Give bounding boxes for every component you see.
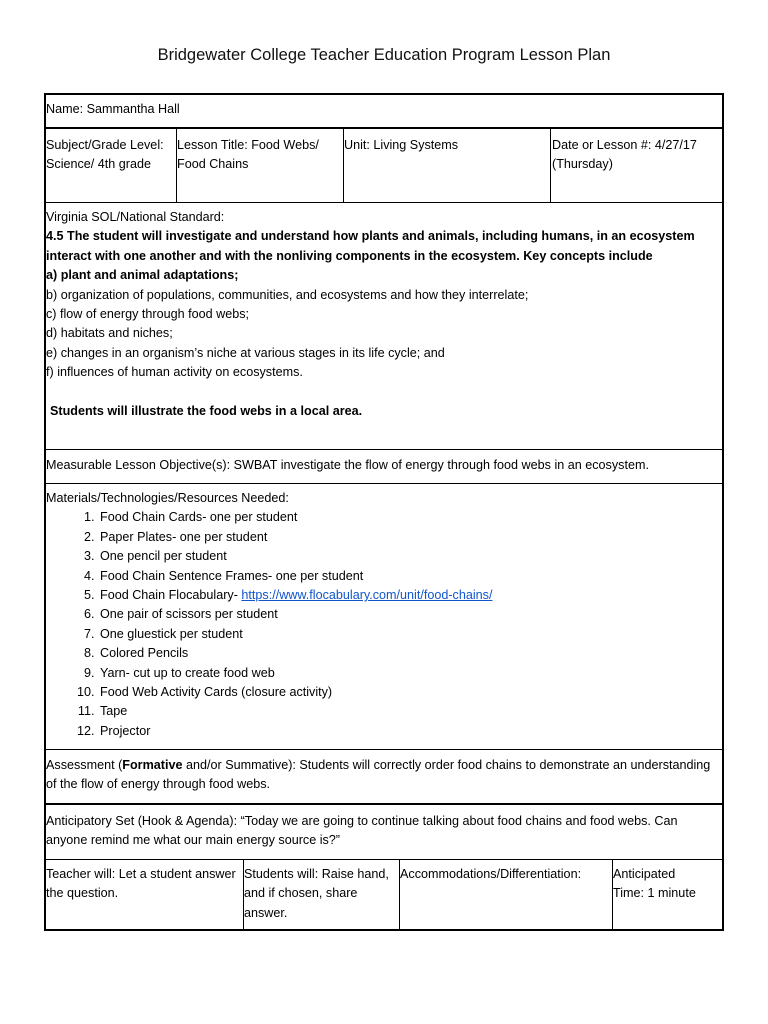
sol-item-a: a) plant and animal adaptations;: [46, 268, 239, 283]
assessment-rest: and/or Summative): Students will correctly order food chains to demonstrate an understanding of the flow of energy through food webs.: [46, 758, 711, 792]
list-item: 2. Paper Plates- one per student: [98, 528, 716, 547]
list-item: 12. Projector: [98, 722, 716, 741]
anticipatory-set: Anticipatory Set (Hook & Agenda): “Today we are going to continue talking about food chains and food webs. Can anyone remind me what our main energy source is?”: [46, 814, 678, 848]
accommodations-cell: Accommodations/Differentiation:: [400, 867, 582, 881]
materials-section: [46, 489, 716, 741]
objective: Measurable Lesson Objective(s): SWBAT investigate the flow of energy through food webs in an ecosystem.: [46, 458, 649, 472]
divider: [46, 483, 722, 484]
divider: [46, 449, 722, 450]
unit-cell: Unit: Living Systems: [344, 138, 459, 152]
teacher-will-cell: Teacher will: Let a student answer the question.: [46, 867, 236, 901]
assessment-prefix: Assessment (: [46, 758, 123, 772]
list-item: 1. Food Chain Cards- one per student: [98, 508, 716, 527]
list-item: 11. Tape: [98, 702, 716, 721]
anticipated-time-cell: Anticipated Time: 1 minute: [613, 867, 696, 901]
list-item: [98, 586, 716, 605]
assessment: [46, 756, 716, 795]
list-item: 7. One gluestick per student: [98, 625, 716, 644]
flocabulary-link[interactable]: https://www.flocabulary.com/unit/food-chains/: [241, 588, 493, 603]
lesson-title-cell: Lesson Title: Food Webs/ Food Chains: [177, 138, 319, 172]
sol-label: Virginia SOL/National Standard:: [46, 210, 225, 224]
sol-item-f: f) influences of human activity on ecosystems.: [46, 365, 303, 380]
sol-item-c: c) flow of energy through food webs;: [46, 307, 250, 322]
list-item: 6. One pair of scissors per student: [98, 605, 716, 624]
sol-item-b: b) organization of populations, communities, and ecosystems and how they interrelate;: [46, 287, 529, 302]
sol-illustrate: Students will illustrate the food webs in a local area.: [50, 403, 363, 418]
lesson-plan-table: [44, 93, 724, 931]
sol-section: [46, 208, 716, 421]
divider: [46, 202, 722, 203]
list-item: 10. Food Web Activity Cards (closure activity): [98, 683, 716, 702]
list-item: 8. Colored Pencils: [98, 644, 716, 663]
materials-list: [46, 508, 716, 741]
list-item-text: Food Chain Flocabulary-: [100, 588, 242, 603]
divider: [46, 127, 722, 129]
list-item: 3. One pencil per student: [98, 547, 716, 566]
document-title: Bridgewater College Teacher Education Program Lesson Plan: [157, 46, 611, 64]
divider: [46, 803, 722, 805]
divider: [550, 128, 551, 202]
divider: [46, 749, 722, 750]
list-item: 9. Yarn- cut up to create food web: [98, 664, 716, 683]
name-field: Name: Sammantha Hall: [46, 102, 180, 116]
list-item: 4. Food Chain Sentence Frames- one per student: [98, 567, 716, 586]
divider: [46, 859, 722, 860]
subject-grade-cell: Subject/Grade Level: Science/ 4th grade: [46, 138, 164, 172]
materials-label: Materials/Technologies/Resources Needed:: [46, 491, 289, 505]
sol-item-e: e) changes in an organism’s niche at various stages in its life cycle; and: [46, 345, 445, 360]
students-will-cell: Students will: Raise hand, and if chosen, share answer.: [244, 867, 389, 920]
assessment-formative: Formative: [122, 758, 183, 772]
sol-standard: 4.5 The student will investigate and understand how plants and animals, including humans, in an ecosystem interact with one another and with the nonliving components in the ecosystem. Key concepts include: [46, 229, 695, 263]
sol-item-d: d) habitats and niches;: [46, 326, 173, 341]
date-cell: Date or Lesson #: 4/27/17 (Thursday): [552, 138, 697, 172]
